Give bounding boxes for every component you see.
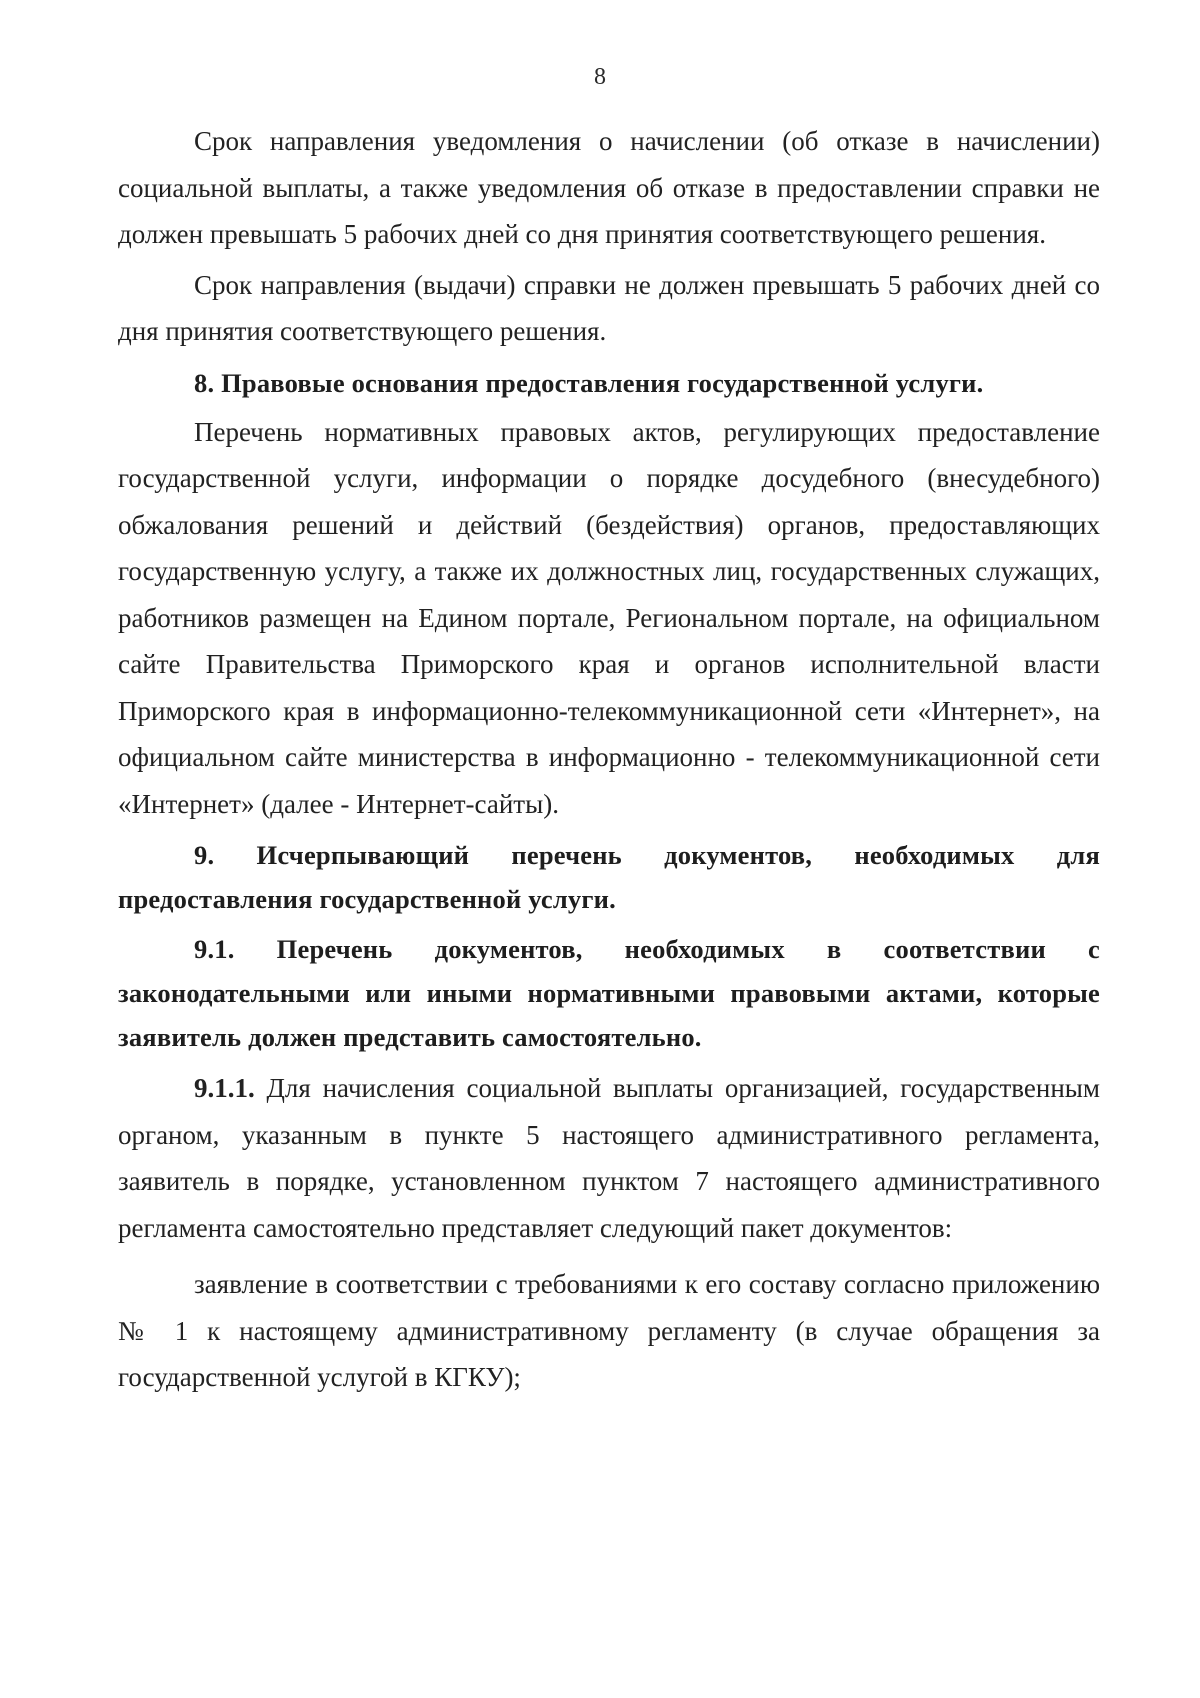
paragraph-9-1-1: [118, 1065, 1100, 1251]
clause-text-9-1-1: Для начисления социальной выплаты организацией, государственным органом, указанным в пункте 5 настоящего административного регламента, заявитель в порядке, установленном пунктом 7 настоящего административного регламента самостоятельно представляет следующий пакет документов:: [118, 1073, 1100, 1243]
clause-number-9-1-1: 9.1.1.: [194, 1073, 255, 1103]
document-body: [118, 118, 1100, 1401]
paragraph-application-item: заявление в соответствии с требованиями к его составу согласно приложению № 1 к настоящему административному регламенту (в случае обращения за государственной услугой в КГКУ);: [118, 1269, 1100, 1392]
paragraph-legal-acts-list: Перечень нормативных правовых актов, регулирующих предоставление государственной услуги, информации о порядке досудебного (внесудебного) обжалования решений и действий (бездействия) органов, предоставляющих государственную услугу, а также их должностных лиц, государственных служащих, работников размещен на Едином портале, Региональном портале, на официальном сайте Правительства Приморского края и органов исполнительной власти Приморского края в информационно-телекоммуникационной сети «Интернет», на официальном сайте министерства в информационно - телекоммуникационной сети «Интернет» (далее - Интернет-сайты).: [118, 416, 1100, 819]
section-heading-8: 8. Правовые основания предоставления государственной услуги.: [194, 367, 984, 398]
page-number: 8: [594, 64, 606, 90]
paragraph-notification-deadline: Срок направления уведомления о начислении (об отказе в начислении) социальной выплаты, а также уведомления об отказе в предоставлении справки не должен превышать 5 рабочих дней со дня принятия соответствующего решения.: [118, 126, 1100, 249]
section-heading-9-1: 9.1. Перечень документов, необходимых в соответствии с законодательными или иными нормативными правовыми актами, которые заявитель должен представить самостоятельно.: [118, 934, 1100, 1052]
section-heading-9: 9. Исчерпывающий перечень документов, необходимых для предоставления государственной услуги.: [118, 840, 1100, 914]
paragraph-certificate-deadline: Срок направления (выдачи) справки не должен превышать 5 рабочих дней со дня принятия соответствующего решения.: [118, 269, 1100, 346]
